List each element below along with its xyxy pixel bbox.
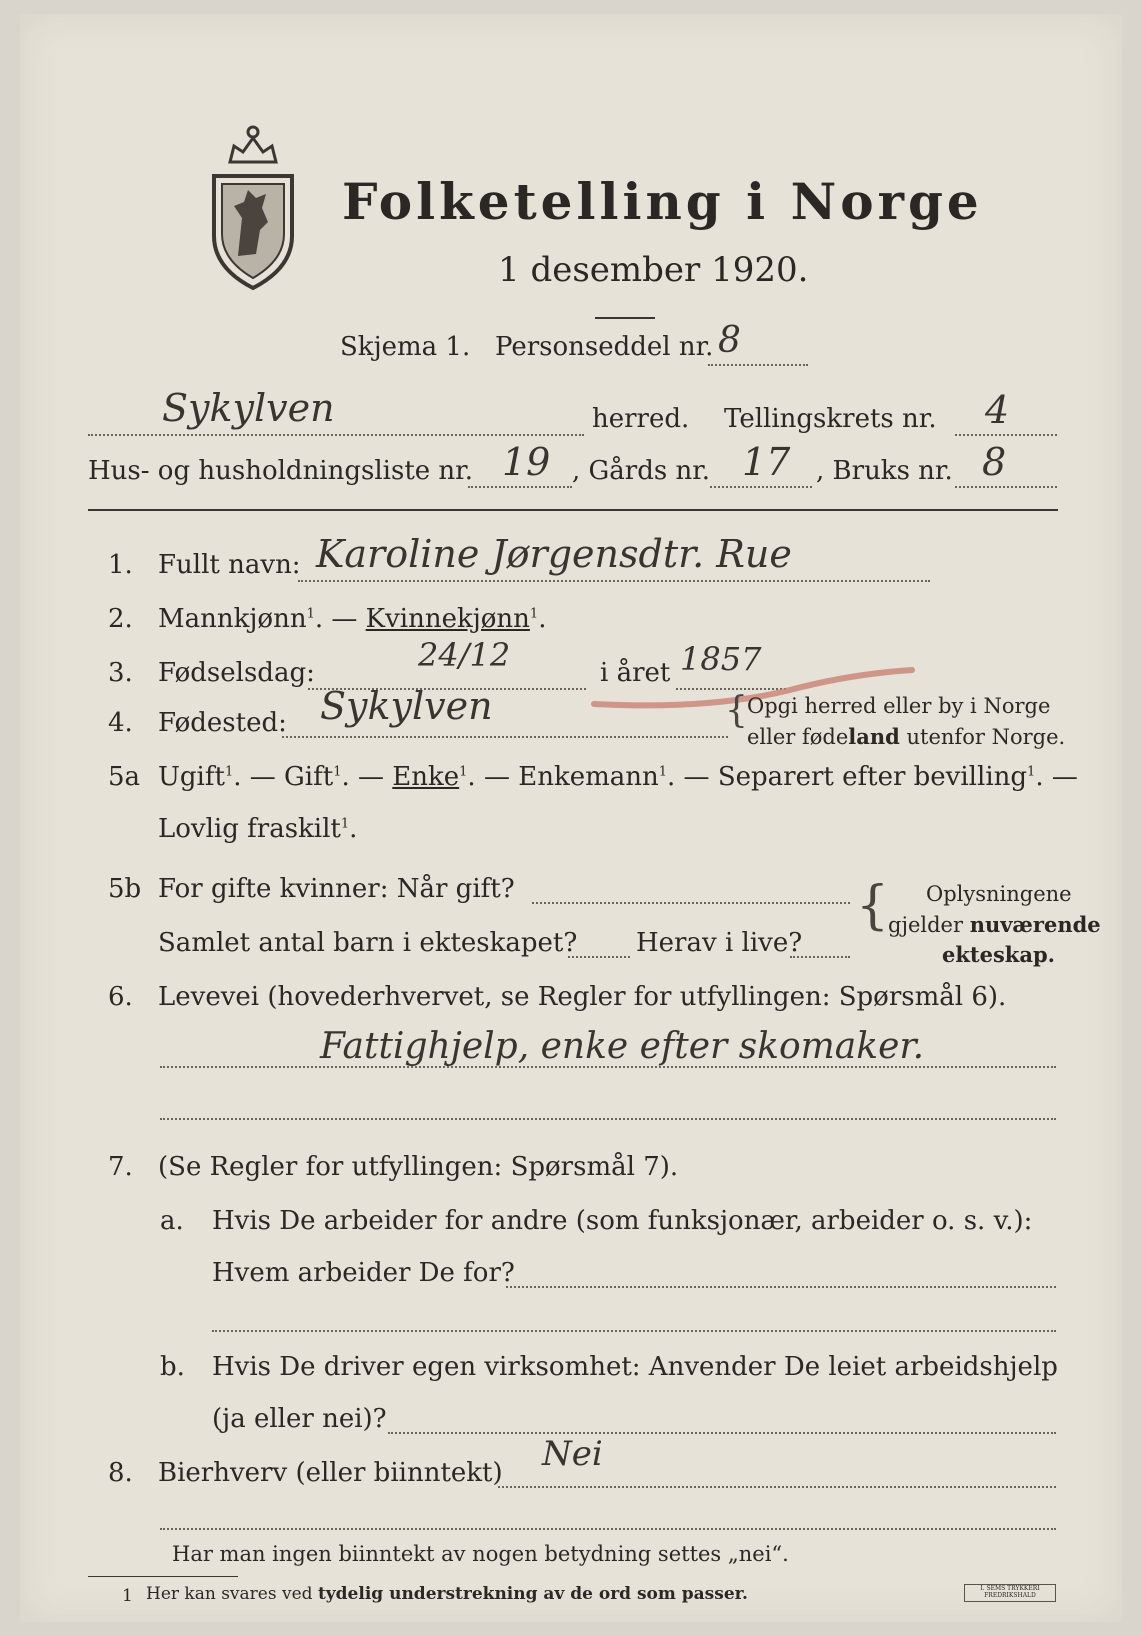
- q7a-line-1: [506, 1286, 1056, 1288]
- q1-full-name-value: Karoline Jørgensdtr. Rue: [316, 532, 792, 576]
- gards-value: 17: [742, 440, 791, 484]
- q5a-end: .: [349, 814, 358, 844]
- q3-year-value: 1857: [680, 640, 762, 678]
- q5a-dash-2: . —: [341, 762, 384, 792]
- footnote-part-b: tydelig understrekning av de ord som passer.: [317, 1584, 748, 1604]
- q4-note-part-b: land: [848, 724, 900, 749]
- q5a-dash-5: . —: [1035, 762, 1078, 792]
- q7a-question: Hvem arbeider De for?: [212, 1258, 515, 1288]
- q2-option-kvinne-selected: Kvinnekjønn: [365, 604, 530, 634]
- q3-birthday-value: 24/12: [418, 636, 511, 674]
- personseddel-line: [708, 364, 808, 366]
- footnote-text: [146, 1584, 748, 1604]
- tellingskrets-label: Tellingskrets nr.: [724, 404, 937, 434]
- q8-label: Bierhverv (eller biinntekt): [158, 1458, 503, 1488]
- q5a-option-lovlig: Lovlig fraskilt$^1$.: [158, 814, 358, 844]
- q7b-label: Hvis De driver egen virksomhet: Anvender De leiet arbeidshjelp: [212, 1352, 1058, 1382]
- title-divider: [595, 317, 655, 319]
- census-form-page: [20, 14, 1122, 1622]
- q2-number: 2.: [108, 604, 133, 634]
- q3-number: 3.: [108, 658, 133, 688]
- form-date: 1 desember 1920.: [498, 250, 809, 290]
- q7a-line-2: [212, 1330, 1056, 1332]
- q5b-note-part-a: gjelder: [888, 913, 970, 937]
- q6-label: Levevei (hovederhvervet, se Regler for utfyllingen: Spørsmål 6).: [158, 982, 1007, 1012]
- q8-line-2: [160, 1528, 1056, 1530]
- q7-number: 7.: [108, 1152, 133, 1182]
- bruks-value: 8: [982, 440, 1007, 484]
- header-rule: [88, 509, 1058, 511]
- q5b-label: For gifte kvinner: Når gift?: [158, 874, 515, 904]
- q5a-option-separert: Separert efter bevilling: [717, 762, 1028, 792]
- q5a-dash-1: . —: [233, 762, 276, 792]
- schema-label: Skjema 1.: [340, 332, 471, 362]
- q5b-note-part-b: nuværende: [969, 912, 1101, 937]
- q8-number: 8.: [108, 1458, 133, 1488]
- q5b-note-line1: Oplysningene: [926, 882, 1072, 906]
- q7a-number: a.: [160, 1206, 184, 1236]
- q3-year-label: i året: [600, 658, 671, 688]
- household-list-line: [468, 486, 572, 488]
- q2-separator: . —: [314, 604, 358, 634]
- q5b-number: 5b: [108, 874, 142, 904]
- q2-option-mann: Mannkjønn: [158, 604, 307, 634]
- q4-birthplace-value: Sykylven: [320, 684, 493, 728]
- q5a-lovlig-label: Lovlig fraskilt: [158, 814, 341, 844]
- q5b-note-line2: [888, 912, 1101, 937]
- footnote-mark: 1: [122, 1586, 133, 1606]
- bruks-line: [955, 486, 1057, 488]
- q5a-option-enkemann: Enkemann: [518, 762, 659, 792]
- q4-note-line2: [747, 724, 1065, 749]
- q5b-brace: {: [856, 876, 890, 936]
- tellingskrets-line: [955, 434, 1057, 436]
- gards-label: , Gårds nr.: [572, 456, 711, 486]
- q7b-number: b.: [160, 1352, 185, 1382]
- q4-note-line1: Opgi herred eller by i Norge: [747, 694, 1051, 718]
- herred-label: herred.: [592, 404, 690, 434]
- household-list-value: 19: [502, 440, 551, 484]
- personseddel-value: 8: [718, 320, 741, 361]
- q2-end: .: [538, 604, 547, 634]
- q5b-married-line: [532, 902, 850, 904]
- q2-options: Mannkjønn$^1$. — Kvinnekjønn$^1$.: [158, 604, 547, 634]
- herred-value: Sykylven: [162, 386, 335, 430]
- household-list-label: Hus- og husholdningsliste nr.: [88, 456, 474, 486]
- footer-note: Har man ingen biinntekt av nogen betydning settes „nei“.: [172, 1542, 789, 1566]
- q5a-dash-3: . —: [467, 762, 510, 792]
- q4-line: [282, 736, 728, 738]
- q5b-note-line3: ekteskap.: [942, 942, 1055, 967]
- q6-line-1: [160, 1066, 1056, 1068]
- q5b-children-line: [568, 956, 630, 958]
- q5a-option-ugift: Ugift: [158, 762, 225, 792]
- gards-line: [710, 486, 812, 488]
- tellingskrets-value: 4: [985, 388, 1010, 432]
- q6-line-2: [160, 1118, 1056, 1120]
- q5b-children-label: Samlet antal barn i ekteskapet?: [158, 928, 578, 958]
- q7b-line: [388, 1432, 1056, 1434]
- q7-label: (Se Regler for utfyllingen: Spørsmål 7).: [158, 1152, 679, 1182]
- q7b-question: (ja eller nei)?: [212, 1404, 387, 1434]
- q4-note-part-c: utenfor Norge.: [899, 725, 1066, 749]
- q7a-label: Hvis De arbeider for andre (som funksjonær, arbeider o. s. v.):: [212, 1206, 1033, 1236]
- coat-of-arms-icon: [208, 118, 298, 292]
- footnote-part-a: Her kan svares ved: [146, 1584, 318, 1604]
- q6-occupation-value: Fattighjelp, enke efter skomaker.: [320, 1026, 925, 1067]
- personseddel-label: Personseddel nr.: [495, 332, 714, 362]
- q4-brace: {: [725, 690, 748, 731]
- footnote-rule: [88, 1576, 238, 1577]
- bruks-label: , Bruks nr.: [816, 456, 953, 486]
- q4-number: 4.: [108, 708, 133, 738]
- q6-number: 6.: [108, 982, 133, 1012]
- q5a-dash-4: . —: [667, 762, 710, 792]
- q1-number: 1.: [108, 550, 133, 580]
- q8-line-1: [498, 1486, 1056, 1488]
- q5a-option-gift: Gift: [284, 762, 334, 792]
- q8-secondary-income-value: Nei: [542, 1434, 603, 1474]
- q4-label: Fødested:: [158, 708, 287, 738]
- q5b-alive-line: [790, 956, 850, 958]
- q3-label: Fødselsdag:: [158, 658, 315, 688]
- q1-line: [298, 580, 930, 582]
- q5a-options: Ugift$^1$. — Gift$^1$. — Enke$^1$. — Enkemann$^1$. — Separert efter bevilling$^1$. —: [158, 762, 1078, 792]
- q5a-number: 5a: [108, 762, 141, 792]
- form-title: Folketelling i Norge: [342, 172, 983, 231]
- printer-stamp: I. SEMS TRYKKERI FREDRIKSHALD: [964, 1584, 1056, 1602]
- herred-line: [88, 434, 584, 436]
- q1-label: Fullt navn:: [158, 550, 301, 580]
- q4-note-part-a: eller føde: [747, 725, 849, 749]
- q5b-alive-label: Herav i live?: [636, 928, 803, 958]
- q5a-option-enke-selected: Enke: [392, 762, 460, 792]
